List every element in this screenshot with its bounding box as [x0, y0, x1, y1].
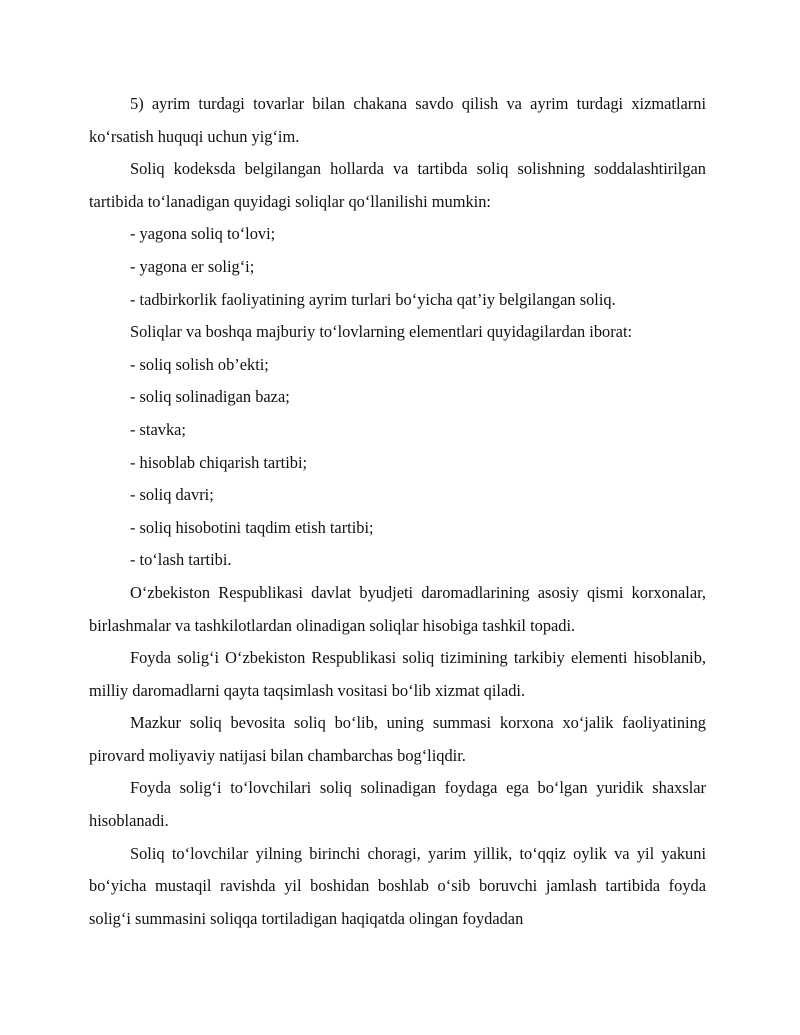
document-page	[89, 88, 706, 935]
list-item: - stavka;	[130, 419, 186, 439]
paragraph: O‘zbekiston Respublikasi davlat byudjeti daromadlarining asosiy qismi korxonalar, birlashmalar va tashkilotlardan olinadigan soliqlar hisobiga tashkil topadi.	[89, 582, 706, 635]
paragraph: 5) ayrim turdagi tovarlar bilan chakana savdo qilish va ayrim turdagi xizmatlarni ko‘rsatish huquqi uchun yig‘im.	[89, 94, 706, 146]
paragraph: Soliq to‘lovchilar yilning birinchi choragi, yarim yillik, to‘qqiz oylik va yil yakuni bo‘yicha mustaqil ravishda yil boshidan boshlab o‘sib boruvchi jamlash tartibida foyda solig‘i summasini soliqqa tortiladigan haqiqatda olingan foydadan	[89, 843, 706, 928]
list-item: - soliq solinadigan baza;	[130, 387, 290, 407]
list-item: - hisoblab chiqarish tartibi;	[130, 452, 308, 472]
paragraph: Foyda solig‘i O‘zbekiston Respublikasi soliq tizimining tarkibiy elementi hisoblanib, milliy daromadlarni qayta taqsimlash vositasi bo‘lib xizmat qiladi.	[89, 648, 706, 700]
list-item: - yagona soliq to‘lovi;	[130, 224, 276, 244]
paragraph: Soliqlar va boshqa majburiy to‘lovlarning elementlari quyidagilardan iborat:	[130, 322, 633, 342]
list-item: - tadbirkorlik faoliyatining ayrim turlari bo‘yicha qat’iy belgilangan soliq.	[130, 289, 616, 309]
paragraph: Foyda solig‘i to‘lovchilari soliq solinadigan foydaga ega bo‘lgan yuridik shaxslar hisoblanadi.	[89, 778, 706, 831]
list-item: - soliq davri;	[130, 485, 214, 505]
paragraph: Soliq kodeksda belgilangan hollarda va tartibda soliq solishning soddalashtirilgan tartibida to‘lanadigan quyidagi soliqlar qo‘llanilishi mumkin:	[89, 159, 706, 211]
list-item: - soliq solish ob’ekti;	[130, 354, 269, 374]
list-item: - yagona er solig‘i;	[130, 256, 255, 276]
list-item: - to‘lash tartibi.	[130, 550, 232, 570]
paragraph: Mazkur soliq bevosita soliq bo‘lib, uning summasi korxona xo‘jalik faoliyatining pirovard moliyaviy natijasi bilan chambarchas bog‘liqdir.	[89, 713, 706, 765]
list-item: - soliq hisobotini taqdim etish tartibi;	[130, 517, 374, 537]
